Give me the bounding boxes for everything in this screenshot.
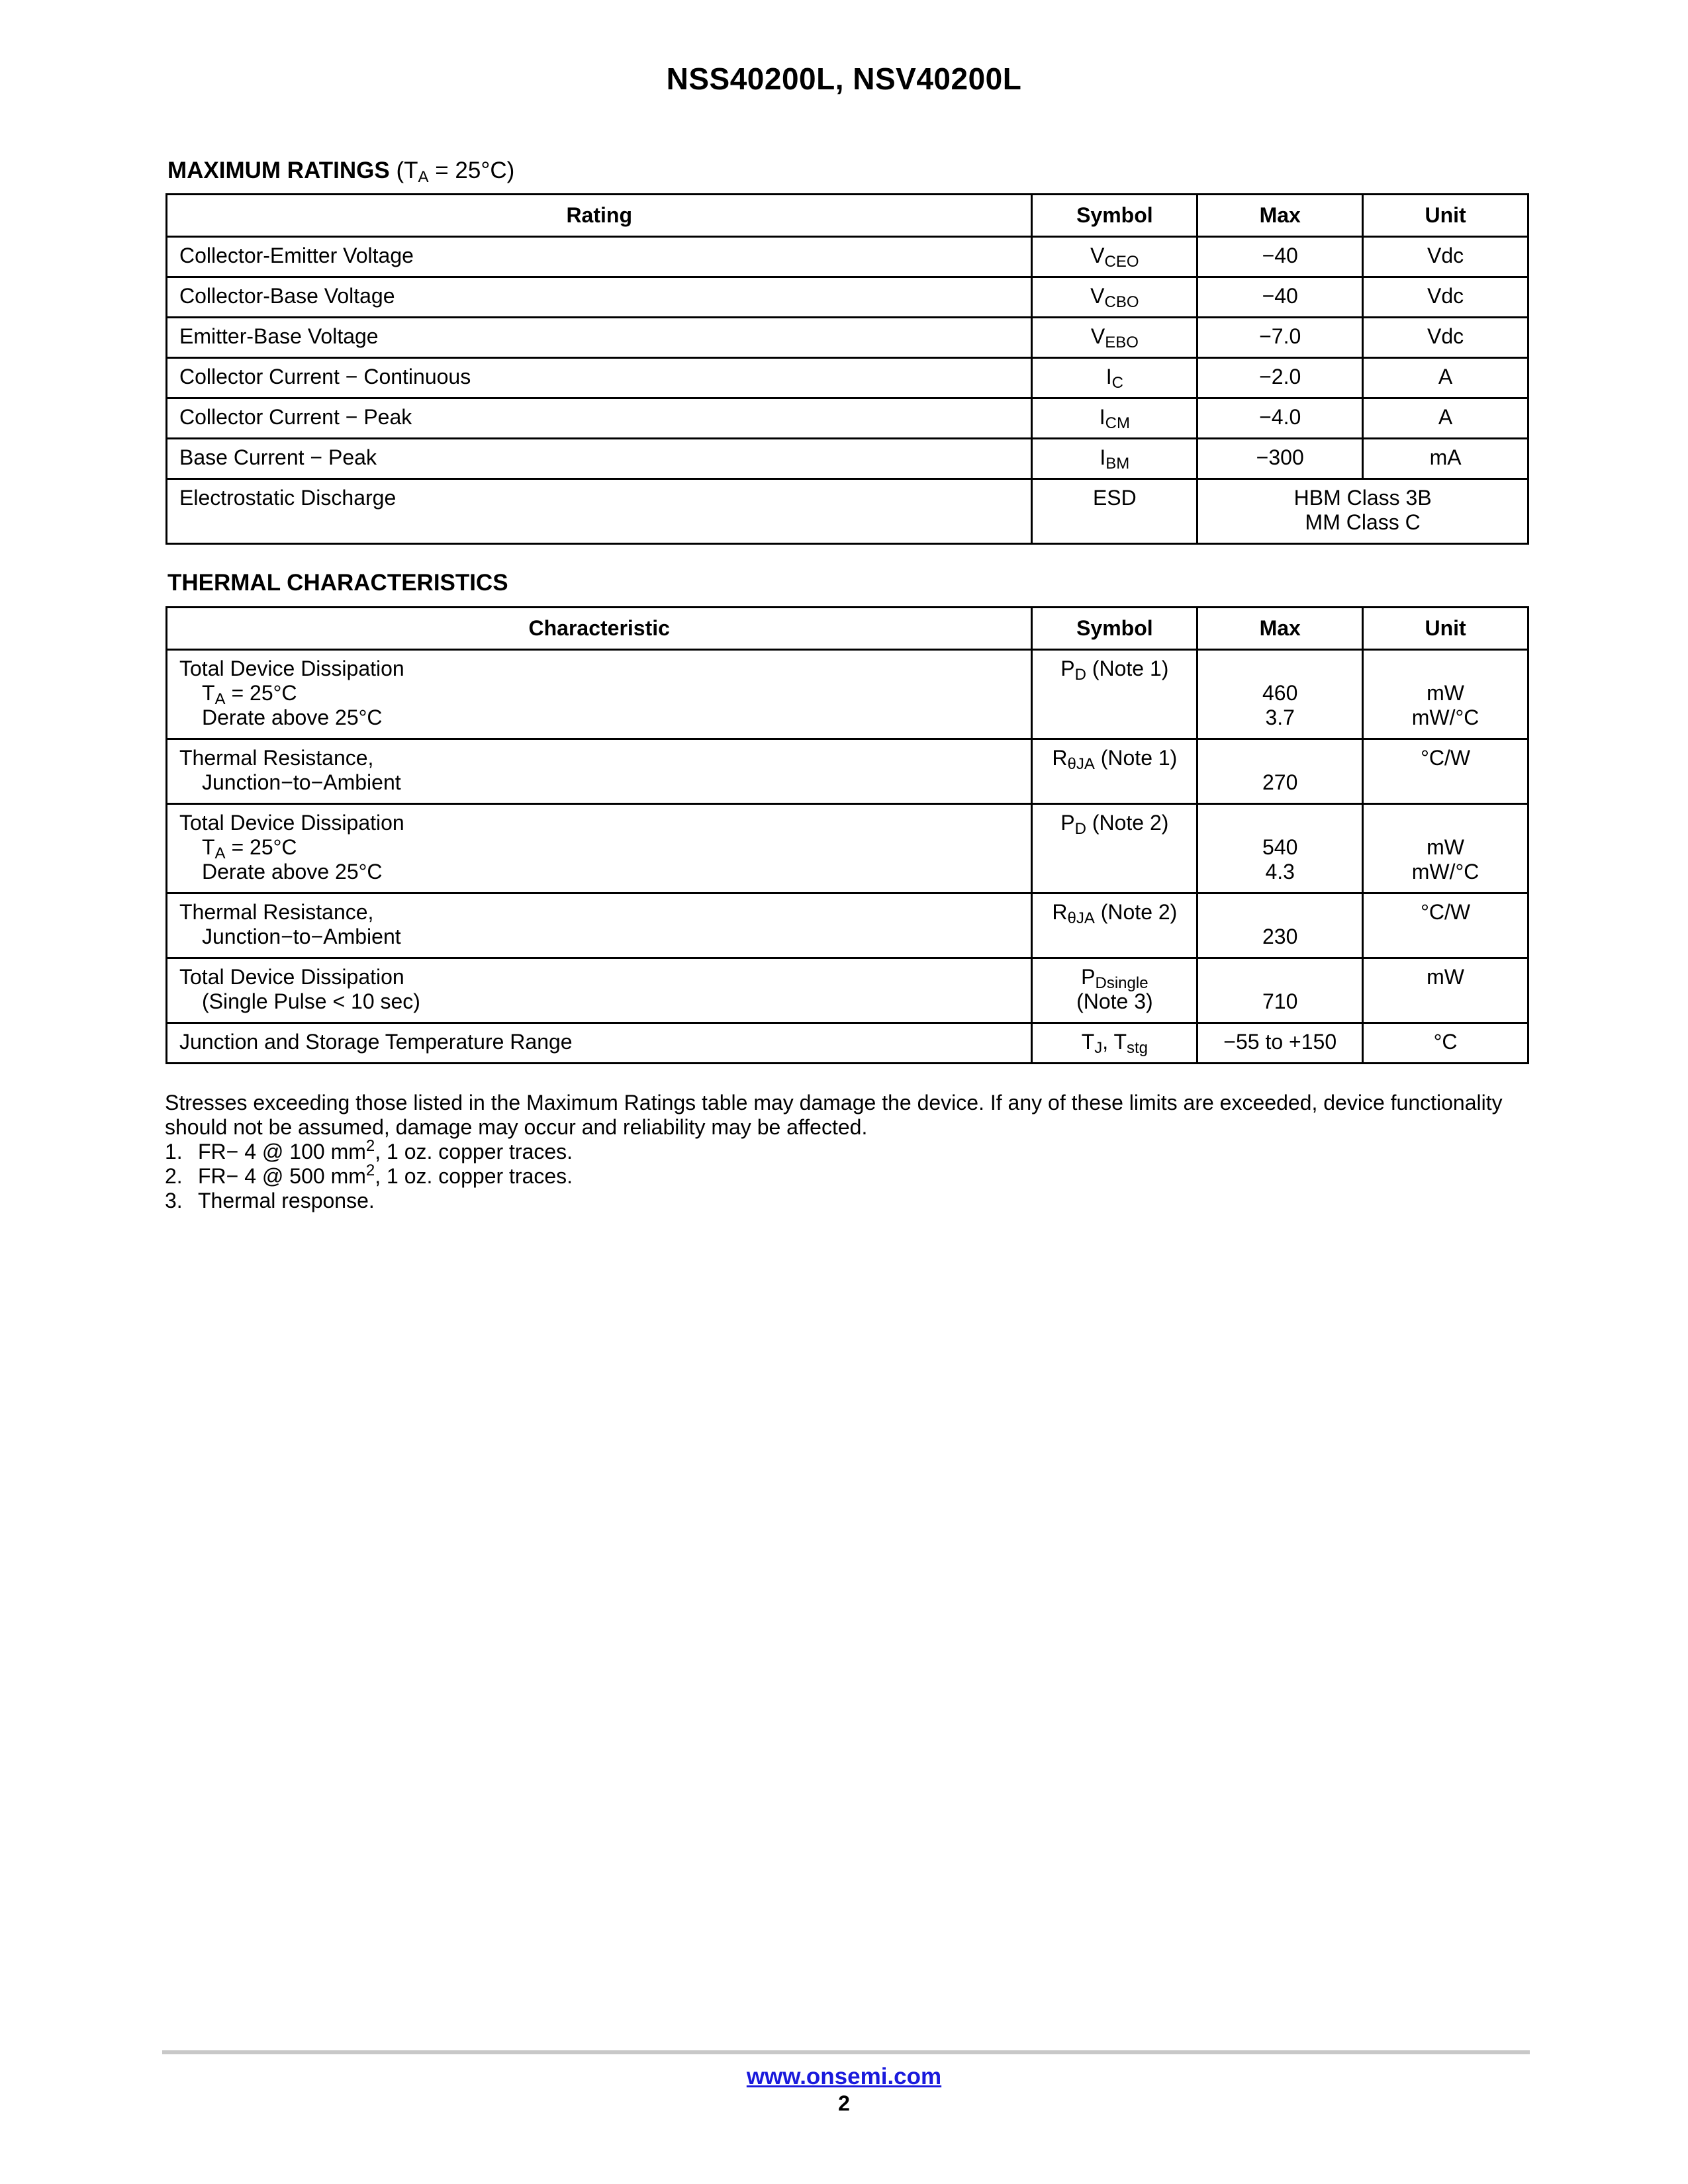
characteristic-max: 710 bbox=[1197, 958, 1363, 1023]
rating-name: Emitter-Base Voltage bbox=[167, 318, 1032, 358]
rating-max: −2.0 bbox=[1197, 358, 1363, 398]
max-ratings-table bbox=[165, 193, 1529, 545]
thermal-heading: THERMAL CHARACTERISTICS bbox=[167, 570, 508, 596]
characteristic-symbol: $R_{\theta JA}$ (Note 2) bbox=[1032, 893, 1197, 958]
header-symbol: Symbol bbox=[1032, 195, 1197, 237]
characteristic-max: 540 4.3 bbox=[1197, 804, 1363, 893]
characteristic-symbol: $T_J$, $T_{stg}$ bbox=[1032, 1023, 1197, 1064]
footer-divider bbox=[162, 2050, 1530, 2054]
page-number: 2 bbox=[838, 2091, 850, 2115]
header-unit: Unit bbox=[1363, 608, 1528, 650]
max-ratings-condition: $(T_A = 25^\circ C)$ bbox=[396, 158, 515, 186]
table-row bbox=[167, 398, 1528, 439]
notes-section bbox=[165, 1091, 1535, 1213]
website-link[interactable]: www.onsemi.com bbox=[746, 2064, 942, 2089]
table-row bbox=[167, 739, 1528, 804]
table-row bbox=[167, 358, 1528, 398]
rating-max: −300 bbox=[1197, 439, 1363, 479]
rating-unit: Vdc bbox=[1363, 318, 1528, 358]
characteristic-symbol: $P_{Dsingle}$ (Note 3) bbox=[1032, 958, 1197, 1023]
rating-max: −40 bbox=[1197, 277, 1363, 318]
footnote-1: 1. FR− 4 @ 100 $mm^2$, 1 oz. copper traces. bbox=[165, 1137, 573, 1163]
table-row bbox=[167, 439, 1528, 479]
rating-symbol: $V_{CEO}$ bbox=[1032, 237, 1197, 277]
rating-unit: Vdc bbox=[1363, 237, 1528, 277]
table-row bbox=[167, 318, 1528, 358]
rating-name: Collector-Emitter Voltage bbox=[167, 237, 1032, 277]
table-row bbox=[167, 650, 1528, 739]
table-row bbox=[167, 1023, 1528, 1064]
characteristic-name: Junction and Storage Temperature Range bbox=[167, 1023, 1032, 1064]
characteristic-unit: mW bbox=[1363, 958, 1528, 1023]
rating-name: Collector-Base Voltage bbox=[167, 277, 1032, 318]
footnote-3: 3. Thermal response. bbox=[165, 1189, 375, 1212]
characteristic-max: 230 bbox=[1197, 893, 1363, 958]
header-characteristic: Characteristic bbox=[167, 608, 1032, 650]
thermal-header-row bbox=[167, 608, 1528, 650]
thermal-table bbox=[165, 606, 1529, 1064]
characteristic-name: Thermal Resistance, Junction−to−Ambient bbox=[167, 893, 1032, 958]
rating-max: −40 bbox=[1197, 237, 1363, 277]
rating-unit: mA bbox=[1363, 439, 1528, 479]
table-row-esd bbox=[167, 479, 1528, 544]
rating-max: −4.0 bbox=[1197, 398, 1363, 439]
footnote-2: 2. FR− 4 @ 500 $mm^2$, 1 oz. copper traces. bbox=[165, 1161, 573, 1188]
characteristic-unit: °C bbox=[1363, 1023, 1528, 1064]
rating-max: −7.0 bbox=[1197, 318, 1363, 358]
characteristic-unit: mW mW/°C bbox=[1363, 804, 1528, 893]
characteristic-unit: mW mW/°C bbox=[1363, 650, 1528, 739]
table-row bbox=[167, 277, 1528, 318]
header-max: Max bbox=[1197, 608, 1363, 650]
rating-name: Electrostatic Discharge bbox=[167, 479, 1032, 544]
characteristic-max: −55 to +150 bbox=[1197, 1023, 1363, 1064]
rating-symbol: ESD bbox=[1032, 479, 1197, 544]
table-row bbox=[167, 804, 1528, 893]
characteristic-max: 270 bbox=[1197, 739, 1363, 804]
header-max: Max bbox=[1197, 195, 1363, 237]
rating-symbol: $I_C$ bbox=[1032, 358, 1197, 398]
page-title: NSS40200L, NSV40200L bbox=[666, 62, 1022, 96]
characteristic-unit: °C/W bbox=[1363, 739, 1528, 804]
characteristic-name: Total Device Dissipation (Single Pulse < 10 sec) bbox=[167, 958, 1032, 1023]
rating-name: Collector Current − Peak bbox=[167, 398, 1032, 439]
stress-note: Stresses exceeding those listed in the Maximum Ratings table may damage the device. If any of these limits are exceeded, device functionality should not be assumed, damage may occur and reliability may be affected. bbox=[165, 1091, 1503, 1139]
rating-symbol: $I_{BM}$ bbox=[1032, 439, 1197, 479]
rating-symbol: $V_{EBO}$ bbox=[1032, 318, 1197, 358]
rating-unit: Vdc bbox=[1363, 277, 1528, 318]
rating-unit: A bbox=[1363, 398, 1528, 439]
rating-symbol: $V_{CBO}$ bbox=[1032, 277, 1197, 318]
characteristic-name: Total Device Dissipation $T_A = 25^\circ C$ Derate above 25°C bbox=[167, 650, 1032, 739]
max-ratings-header-row bbox=[167, 195, 1528, 237]
characteristic-symbol: $R_{\theta JA}$ (Note 1) bbox=[1032, 739, 1197, 804]
table-row bbox=[167, 237, 1528, 277]
rating-name: Base Current − Peak bbox=[167, 439, 1032, 479]
characteristic-unit: °C/W bbox=[1363, 893, 1528, 958]
table-row bbox=[167, 893, 1528, 958]
esd-value: HBM Class 3B MM Class C bbox=[1197, 479, 1528, 544]
header-unit: Unit bbox=[1363, 195, 1528, 237]
header-symbol: Symbol bbox=[1032, 608, 1197, 650]
header-rating: Rating bbox=[167, 195, 1032, 237]
characteristic-name: Thermal Resistance, Junction−to−Ambient bbox=[167, 739, 1032, 804]
characteristic-max: 460 3.7 bbox=[1197, 650, 1363, 739]
characteristic-name: Total Device Dissipation $T_A = 25^\circ C$ Derate above 25°C bbox=[167, 804, 1032, 893]
table-row bbox=[167, 958, 1528, 1023]
rating-name: Collector Current − Continuous bbox=[167, 358, 1032, 398]
characteristic-symbol: $P_D$ (Note 2) bbox=[1032, 804, 1197, 893]
max-ratings-title: MAXIMUM RATINGS bbox=[167, 158, 390, 183]
rating-unit: A bbox=[1363, 358, 1528, 398]
characteristic-symbol: $P_D$ (Note 1) bbox=[1032, 650, 1197, 739]
max-ratings-heading bbox=[167, 158, 514, 184]
rating-symbol: $I_{CM}$ bbox=[1032, 398, 1197, 439]
